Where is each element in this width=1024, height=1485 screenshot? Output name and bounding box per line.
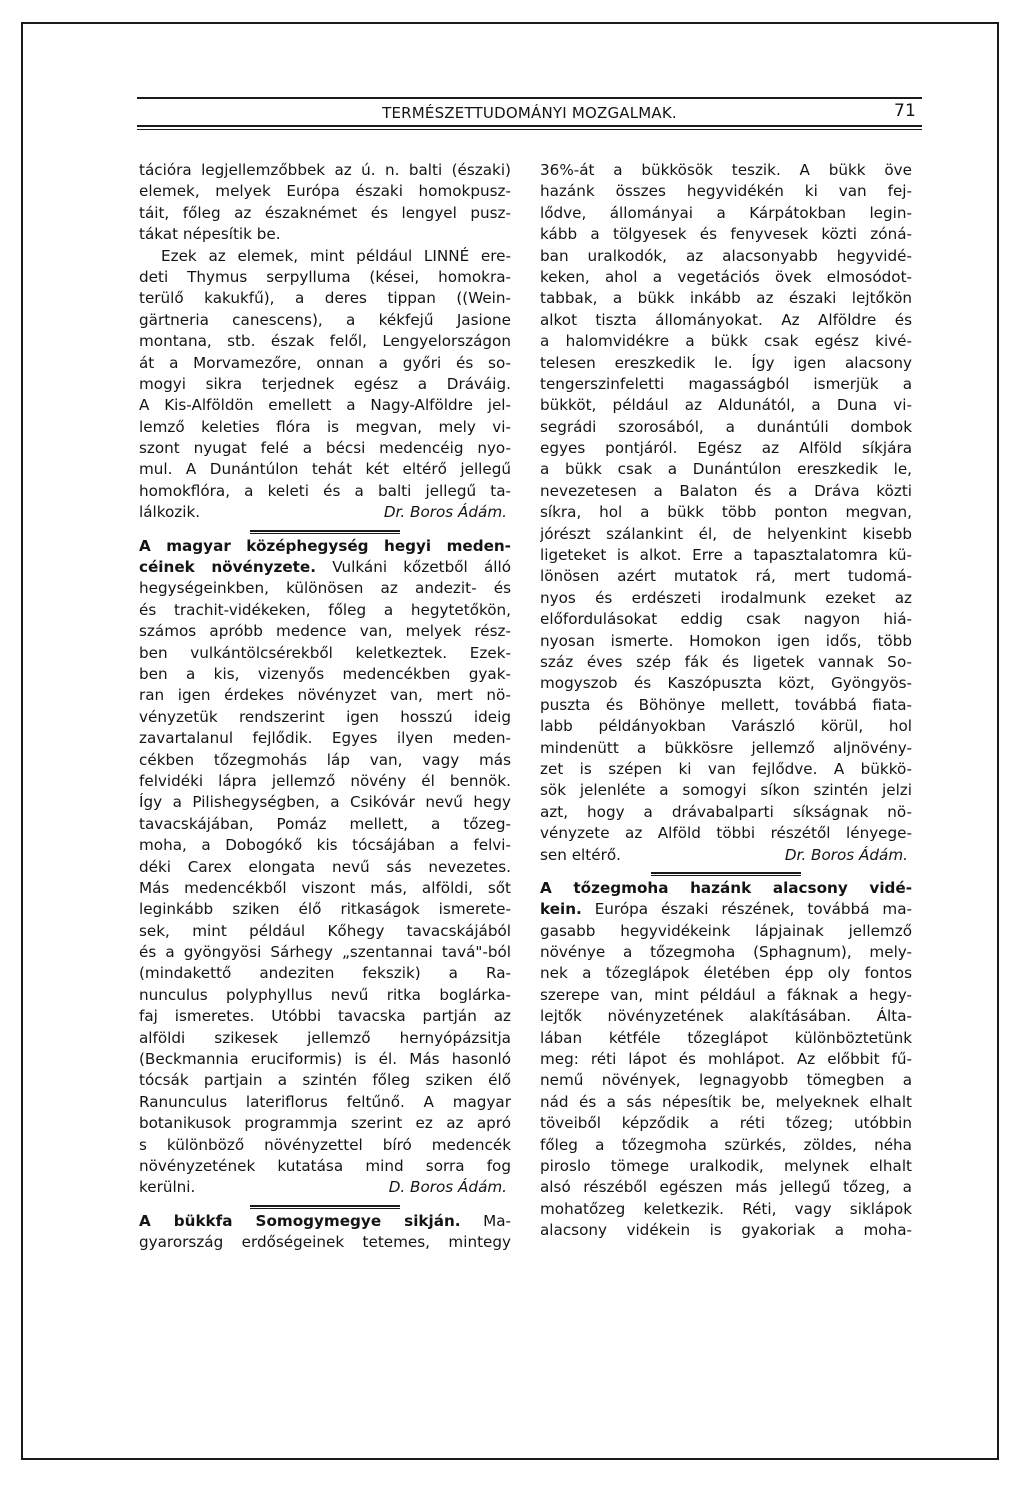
text-line: leginkább sziken élő ritkaságok ismerete- xyxy=(139,900,511,919)
author-signature: D. Boros Ádám. xyxy=(388,1178,507,1197)
text-line: egyes pontjáról. Egész az Alföld síkjára xyxy=(540,439,912,458)
article-separator xyxy=(250,1205,400,1209)
text-line: alkot tiszta állományokat. Az Alföldre és xyxy=(540,310,912,329)
text-line: zet is szépen ki van fejlődve. A bükkö- xyxy=(540,759,912,778)
text-line: főleg a tőzegmoha szürkés, zöldes, néha xyxy=(540,1135,912,1154)
text-line: vényzete az Alföld többi részétől lényege- xyxy=(540,824,912,843)
text-line: 36%-át a bükkösök teszik. A bükk öve xyxy=(540,161,912,179)
text-line: lődve, állományai a Kárpátokban legin- xyxy=(540,203,912,222)
text-line: és trachit-vidékeken, főleg a hegytetőkön, xyxy=(139,600,511,619)
text-line: tócsák partjain a szintén főleg sziken élő xyxy=(139,1071,511,1090)
text-line: nunculus polyphyllus nevű ritka boglárka- xyxy=(139,985,511,1004)
text-line: a halomvidékre a bükk csak egész kivé- xyxy=(540,332,912,351)
text-line: hazánk összes hegyvidékén ki van fej- xyxy=(540,182,912,201)
text-line: keken, ahol a vegetációs övek elmosódot- xyxy=(540,267,912,286)
text-line xyxy=(540,899,912,920)
text-line: lában kétféle tőzeglápot különböztetünk xyxy=(540,1028,912,1047)
text-span: Európa északi részének, továbbá ma- xyxy=(594,900,912,919)
text-line: terülő kakukfű), a deres tippan ((Wein- xyxy=(139,289,511,308)
text-line: s különböző növényzettel bíró medencék xyxy=(139,1135,511,1154)
text-line: hegységeinkben, különösen az andezit- és xyxy=(139,579,511,598)
text-line: számos apróbb medence van, melyek rész- xyxy=(139,622,511,641)
text-line: meg: réti lápot és mohlápot. Az előbbit fű- xyxy=(540,1050,912,1069)
text-line: cékben tőzegmohás láp van, vagy más xyxy=(139,750,511,769)
paragraph-continuation xyxy=(139,160,511,246)
text-line: gyarország erdőségeinek tetemes, mintegy xyxy=(139,1233,511,1252)
text-line: nád és a sás népesítik be, melyeknek elhalt xyxy=(540,1092,912,1111)
text-line: mindenütt a bükkösre jellemző aljnövény- xyxy=(540,738,912,757)
text-line: nek a tőzeglápok életében épp oly fontos xyxy=(540,964,912,983)
signature-text: kerülni. xyxy=(139,1178,196,1197)
text-line: Ranunculus lateriflorus feltűnő. A magyar xyxy=(139,1092,511,1111)
author-signature: Dr. Boros Ádám. xyxy=(784,845,908,864)
text-line: előfordulásokat eddig csak nagyon hiá- xyxy=(540,610,912,629)
article-tozegmoha xyxy=(540,878,912,1242)
article-separator xyxy=(651,872,801,876)
text-line: lönösen azért mutatok rá, mert tudomá- xyxy=(540,567,912,586)
text-line: és a gyöngyösi Sárhegy „szentannai tavá"-ból xyxy=(139,943,511,962)
text-span: Vulkáni kőzetből álló xyxy=(332,558,511,577)
text-line: zavartalanul fejlődik. Egyes ilyen meden- xyxy=(139,729,511,748)
signature-line xyxy=(540,845,912,866)
text-line: lemző keleties flóra is megvan, mely vi- xyxy=(139,417,511,436)
text-line: mogyszob és Kaszópuszta közt, Gyöngyös- xyxy=(540,674,912,693)
article-title: A tőzegmoha hazánk alacsony vidé- xyxy=(540,878,912,897)
article-title-continued: kein. xyxy=(540,900,582,919)
text-line: botanikusok programmja szerint ez az apró xyxy=(139,1114,511,1133)
text-line: labb példányokban Varászló körül, hol xyxy=(540,717,912,736)
text-line: mul. A Dunántúlon tehát két eltérő jellegű xyxy=(139,460,511,479)
text-line: síkra, hol a bükk több ponton megvan, xyxy=(540,503,912,522)
text-line: telesen ereszkedik le. Így igen alacsony xyxy=(540,353,912,372)
text-line: vényzetük rendszerint igen hosszú ideig xyxy=(139,707,511,726)
text-line: tabbak, a bükk inkább az északi lejtőkön xyxy=(540,289,912,308)
header-title: TERMÉSZETTUDOMÁNYI MOZGALMAK. xyxy=(382,104,677,122)
text-line: Így a Pilishegységben, a Csikóvár nevű hegy xyxy=(139,793,511,812)
text-line: piroslo tömege uralkodik, melynek elhalt xyxy=(540,1156,912,1175)
text-line: puszta és Böhönye mellett, továbbá fiata- xyxy=(540,695,912,714)
signature-text: sen eltérő. xyxy=(540,845,621,864)
article-title: A magyar középhegység hegyi meden- xyxy=(139,536,511,555)
text-line: alsó részéből egészen más jellegű tőzeg, a xyxy=(540,1178,912,1197)
signature-line xyxy=(139,1177,511,1198)
text-line: kább a tölgyesek és fenyvesek közti zóná- xyxy=(540,225,912,244)
text-line: azt, hogy a drávabalparti síkságnak nö- xyxy=(540,802,912,821)
text-line: át a Morvamezőre, onnan a győri és so- xyxy=(139,353,511,372)
text-line: nyosan ismerte. Homokon igen idős, több xyxy=(540,631,912,650)
text-line: növénye a tőzegmoha (Sphagnum), mely- xyxy=(540,943,912,962)
text-line: sek, mint például Kőhegy tavacskájából xyxy=(139,921,511,940)
header-rule-top xyxy=(137,97,922,99)
article-title: A bükkfa Somogymegye sikján. xyxy=(139,1211,461,1230)
text-line: mohatőzeg keletkezik. Réti, vagy siklápok xyxy=(540,1199,912,1218)
text-line: gärtneria canescens), a kékfejű Jasione xyxy=(139,310,511,329)
text-line: ran igen érdekes növényzet van, mert nö- xyxy=(139,686,511,705)
text-line: növényzetének kutatása mind sorra fog xyxy=(139,1156,511,1175)
header-rule-bottom xyxy=(137,125,922,127)
text-line: sök jelenléte a somogyi síkon szintén jelzi xyxy=(540,781,912,800)
text-line: bükköt, például az Aldunától, a Duna vi- xyxy=(540,396,912,415)
text-line: homokflóra, a keleti és a balti jellegű ta- xyxy=(139,481,511,500)
text-line: tákat népesítik be. xyxy=(139,225,281,244)
right-column xyxy=(540,160,912,1242)
left-column xyxy=(139,160,511,1254)
text-line: moha, a Dobogókő kis tócsájában a felvi- xyxy=(139,836,511,855)
text-line: gasabb hegyvidékeink lápjainak jellemző xyxy=(540,921,912,940)
text-line: Ezek az elemek, mint például LINNÉ ere- xyxy=(161,246,511,265)
text-line: déki Carex elongata nevű sás nevezetes. xyxy=(139,857,511,876)
paragraph-elements xyxy=(139,246,511,524)
text-line: elemek, melyek Európa északi homokpusz- xyxy=(139,182,511,201)
text-line: száz éves szép fák és ligetek vannak So- xyxy=(540,652,912,671)
text-line: montana, stb. észak felől, Lengyelországon xyxy=(139,332,511,351)
text-line: töveiből képződik a réti tőzeg; utóbbin xyxy=(540,1114,912,1133)
article-bukkfa xyxy=(139,1211,511,1254)
text-line: jórészt szálankint él, de helyenkint kisebb xyxy=(540,524,912,543)
text-line: deti Thymus serpylluma (kései, homokra- xyxy=(139,267,511,286)
text-line: tációra legjellemzőbbek az ú. n. balti (északi) xyxy=(139,161,511,179)
text-line: nevezetesen a Balaton és a Dráva közti xyxy=(540,481,912,500)
text-line: szerepe van, mint például a fáknak a hegy- xyxy=(540,985,912,1004)
page-number: 71 xyxy=(893,101,916,121)
author-signature: Dr. Boros Ádám. xyxy=(383,503,507,522)
text-line: tavacskájában, Pomáz mellett, a tőzeg- xyxy=(139,814,511,833)
paragraph-bukk-continued xyxy=(540,160,912,866)
text-line: A Kis-Alföldön emellett a Nagy-Alföldre jel- xyxy=(139,396,511,415)
text-line: (mindakettő andeziten fekszik) a Ra- xyxy=(139,964,511,983)
text-line: ligeteket is alkot. Erre a tapasztalatomra kü- xyxy=(540,546,912,565)
text-line: tengerszinfeletti magasságból ismerjük a xyxy=(540,374,912,393)
header-rule-bottom-thin xyxy=(137,129,922,130)
text-line: a bükk csak a Dunántúlon ereszkedik le, xyxy=(540,460,912,479)
text-line: szont nyugat felé a bécsi medencéig nyo- xyxy=(139,439,511,458)
text-span: Ma- xyxy=(483,1211,511,1230)
text-line: alacsony vidékein is gyakoriak a moha- xyxy=(540,1221,912,1240)
text-line xyxy=(139,557,511,578)
text-line: nyos és erdészeti irodalmunk ezeket az xyxy=(540,588,912,607)
running-header xyxy=(137,101,922,122)
text-line: faj ismeretes. Utóbbi tavacska partján az xyxy=(139,1007,511,1026)
text-line: segrádi szorosából, a dunántúli dombok xyxy=(540,417,912,436)
signature-text: lálkozik. xyxy=(139,503,201,522)
text-line xyxy=(139,1211,511,1232)
text-line: Más medencékből viszont más, alföldi, sőt xyxy=(139,878,511,897)
text-line: ban uralkodók, az alacsonyabb hegyvidé- xyxy=(540,246,912,265)
text-line: nemű növények, legnagyobb tömegben a xyxy=(540,1071,912,1090)
article-separator xyxy=(250,530,400,534)
text-line: ben vulkántölcsérekből keletkeztek. Ezek- xyxy=(139,643,511,662)
text-line: alföldi szikesek jellemző hernyópázsitja xyxy=(139,1028,511,1047)
article-medencek xyxy=(139,536,511,1199)
text-line: ben a kis, vizenyős medencékben gyak- xyxy=(139,664,511,683)
text-line: (Beckmannia eruciformis) is él. Más hasonló xyxy=(139,1050,511,1069)
signature-line xyxy=(139,502,511,523)
article-title-continued: céinek növényzete. xyxy=(139,558,316,577)
text-line: táit, főleg az északnémet és lengyel pusz- xyxy=(139,203,511,222)
text-line: mogyi sikra terjednek egész a Dráváig. xyxy=(139,374,511,393)
text-line: felvidéki lápra jellemző növény él bennök. xyxy=(139,771,511,790)
text-line: lejtők növényzetének alakításában. Álta- xyxy=(540,1007,912,1026)
